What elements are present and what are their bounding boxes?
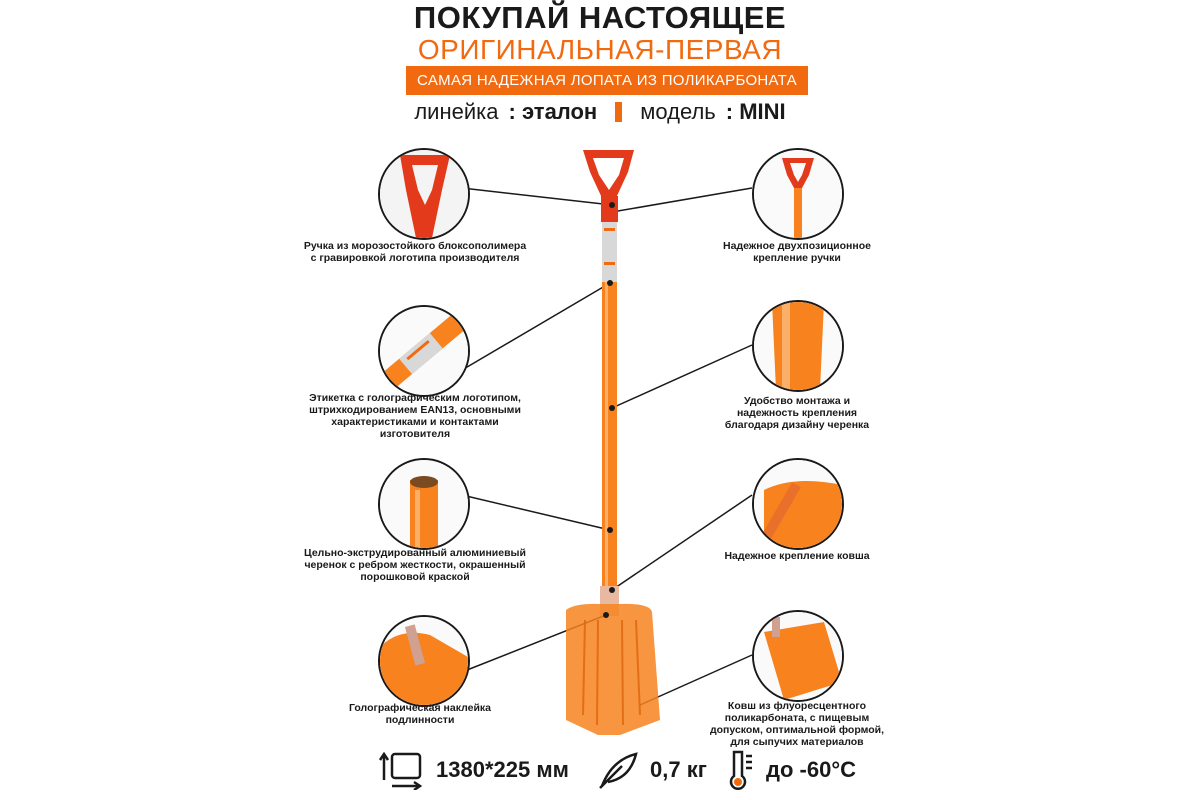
page-title: ПОКУПАЙ НАСТОЯЩЕЕ [413,0,787,35]
feature-circle-handle [378,148,470,240]
line-value: : эталон [508,99,598,124]
model-value: : MINI [725,99,786,124]
caption-sticker: Голографическая наклейка подлинности [348,702,492,726]
shaft-closeup-icon [754,302,842,390]
feature-circle-shaft [378,458,470,550]
shovel-handle [583,150,634,222]
feature-circle-handle-mount [752,148,844,240]
thermometer-icon [722,748,756,792]
handle-closeup-icon [380,150,468,238]
line-label: линейка [414,99,499,124]
feature-circle-scoop-mount [752,458,844,550]
scoop-mount-icon [754,460,842,548]
feature-circle-scoop [752,610,844,702]
spec-weight [596,750,707,790]
spec-temperature-value: до -60°С [766,757,856,782]
tagline-banner: САМАЯ НАДЕЖНАЯ ЛОПАТА ИЗ ПОЛИКАРБОНАТА [406,66,808,95]
feature-circle-shaft-design [752,300,844,392]
dimensions-icon [378,750,426,790]
feature-circle-label [378,305,470,397]
spec-temperature [722,750,856,790]
spec-weight-value: 0,7 кг [650,757,707,782]
model-label: модель [640,99,716,124]
page-subtitle: ОРИГИНАЛЬНАЯ-ПЕРВАЯ [417,34,783,65]
feather-icon [596,750,640,790]
caption-shaft-design: Удобство монтажа и надежность крепления благодаря дизайну черенка [724,395,870,431]
feature-circle-sticker [378,615,470,707]
caption-handle: Ручка из морозостойкого блоксополимера с гравировкой логотипа производителя [303,240,527,264]
caption-shaft: Цельно-экструдированный алюминиевый черенок с ребром жесткости, окрашенный порошковой краской [304,547,526,583]
caption-handle-mount: Надежное двухпозиционное крепление ручки [723,240,871,264]
shaft-tube-icon [380,460,468,548]
scoop-icon [754,612,842,700]
caption-scoop-mount: Надежное крепление ковша [724,550,870,562]
spec-size [378,750,569,790]
caption-label: Этикетка с голографическим логотипом, штрихкодированием EAN13, основными характеристиками и контактами изготовителя [309,392,521,440]
shovel-shaft [602,282,617,587]
handle-mount-icon [754,150,842,238]
label-closeup-icon [380,307,468,395]
hologram-sticker-icon [380,617,468,705]
spec-size-value: 1380*225 мм [436,757,569,782]
shovel-scoop [566,604,660,735]
caption-scoop: Ковш из флуоресцентного поликарбоната, с пищевым допуском, оптимальной формой, для сыпучих материалов [709,700,885,748]
